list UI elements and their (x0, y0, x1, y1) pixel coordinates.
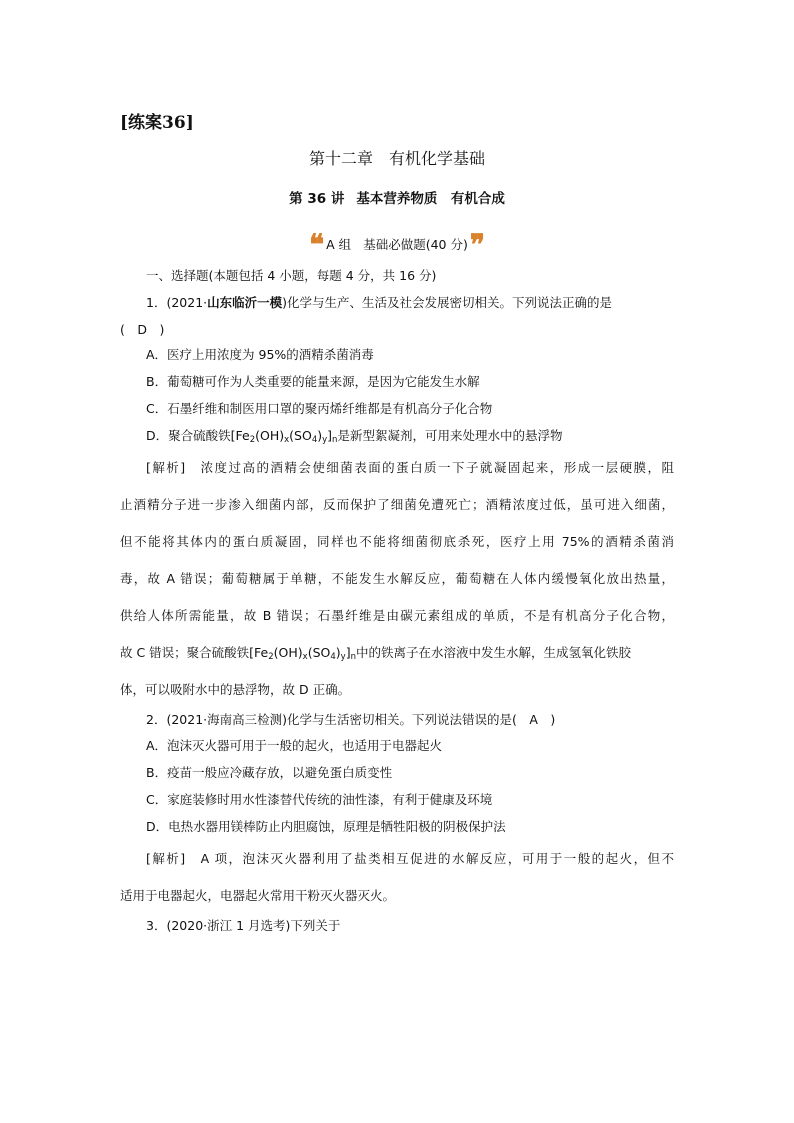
q2-option-a: A．泡沫灭火器可用于一般的起火，也适用于电器起火 (146, 738, 443, 753)
q1-expl-l6-mid1: (OH) (273, 645, 303, 660)
q1-expl-l6-sub1: 2 (268, 652, 274, 662)
q1-option-a: A．医疗上用浓度为 95%的酒精杀菌消毒 (146, 347, 374, 362)
lesson-title (0, 187, 794, 207)
q2-option-c: C．家庭装修时用水性漆替代传统的油性漆，有利于健康及环境 (146, 792, 493, 807)
q1-option-b: B．葡萄糖可作为人类重要的能量来源，是因为它能发生水解 (146, 374, 480, 389)
q3-stem: 3．(2020·浙江 1 月选考)下列关于 (146, 918, 341, 933)
q1-explanation-line: 止酒精分子进一步渗入细菌内部，反而保护了细菌免遭死亡；酒精浓度过低，虽可进入细菌， (120, 497, 674, 512)
case-label: [练案36] (120, 113, 194, 133)
q1-option-d-sub4: y (322, 435, 328, 445)
q1-expl-l6-sub5: n (350, 652, 356, 662)
q1-option-d-mid2: (SO (289, 428, 312, 443)
q1-option-d-mid3: ) (317, 428, 323, 443)
q1-explanation-line: [解析] 浓度过高的酒精会使细菌表面的蛋白质一下子就凝固起来，形成一层硬膜，阻 (146, 460, 674, 475)
q2-option-b: B．疫苗一般应冷藏存放，以避免蛋白质变性 (146, 765, 393, 780)
q1-expl-l6-sub2: x (302, 652, 308, 662)
lesson-number: 第 36 讲 (289, 191, 345, 207)
q1-expl-l6-sub3: 4 (330, 652, 336, 662)
q1-explanation-line: 但不能将其体内的蛋白质凝固，同样也不能将细菌彻底杀死，医疗上用 75%的酒精杀菌消 (120, 534, 674, 549)
q1-expl-l6-mid4: ] (345, 645, 351, 660)
q1-expl-l6-mid2: (SO (307, 645, 331, 660)
q1-option-c: C．石墨纤维和制医用口罩的聚丙烯纤维都是有机高分子化合物 (146, 401, 493, 416)
lesson-topic: 基本营养物质 有机合成 (356, 191, 505, 207)
q1-option-d-suffix: 是新型絮凝剂，可用来处理水中的悬浮物 (337, 428, 563, 443)
q1-expl-l6-mid3: ) (335, 645, 341, 660)
q2-explanation-line: [解析] A 项，泡沫灭火器利用了盐类相互促进的水解反应，可用于一般的起火，但不 (146, 851, 674, 866)
q1-option-d-sub1: 2 (249, 435, 256, 445)
q1-answer: ( D ) (120, 322, 165, 337)
q2-option-d: D．电热水器用镁棒防止内胆腐蚀，原理是牺牲阳极的阴极保护法 (146, 819, 506, 834)
q1-explanation-line (120, 645, 631, 661)
q1-expl-l6-sub4: y (340, 652, 346, 662)
q2-explanation-line: 适用于电器起火，电器起火常用干粉灭火器灭火。 (120, 888, 396, 903)
q1-option-d-sub3: 4 (311, 435, 318, 445)
q1-option-d-sub5: n (332, 435, 338, 445)
q1-option-d-mid4: ] (327, 428, 333, 443)
q1-option-d-mid1: (OH) (255, 428, 285, 443)
group-a-subtitle: 基础必做题(40 分) (363, 237, 468, 252)
q1-source-bold: 山东临沂一模 (207, 295, 283, 310)
q1-explanation-line: 供给人体所需能量，故 B 错误；石墨纤维是由碳元素组成的单质，不是有机高分子化合物， (120, 608, 674, 623)
section-one-heading: 一、选择题(本题包括 4 小题，每题 4 分，共 16 分) (146, 268, 437, 283)
close-quote-icon: ❞ (469, 228, 485, 261)
q1-expl-l6-suffix: 中的铁离子在水溶液中发生水解，生成氢氧化铁胶 (355, 645, 631, 660)
q1-option-d-sub2: x (284, 435, 290, 445)
group-a-header (0, 228, 794, 261)
q1-option-d (146, 428, 562, 444)
q1-option-d-prefix: D．聚合硫酸铁[Fe (146, 428, 250, 443)
open-quote-icon: ❝ (309, 228, 325, 261)
q1-expl-l6-prefix: 故 C 错误；聚合硫酸铁[Fe (120, 645, 269, 660)
q2-stem: 2．(2021·海南高三检测)化学与生活密切相关。下列说法错误的是( A ) (146, 712, 556, 727)
q1-stem (146, 295, 612, 311)
q1-source-prefix: 1．(2021· (146, 295, 208, 310)
q1-stem-rest: )化学与生产、生活及社会发展密切相关。下列说法正确的是 (282, 295, 613, 310)
q1-explanation-line: 毒，故 A 错误；葡萄糖属于单糖，不能发生水解反应，葡萄糖在人体内缓慢氧化放出热量， (120, 571, 674, 586)
chapter-title: 第十二章 有机化学基础 (308, 149, 485, 168)
group-a-title: A 组 (326, 237, 352, 252)
q1-explanation-line: 体，可以吸附水中的悬浮物，故 D 正确。 (120, 682, 351, 697)
